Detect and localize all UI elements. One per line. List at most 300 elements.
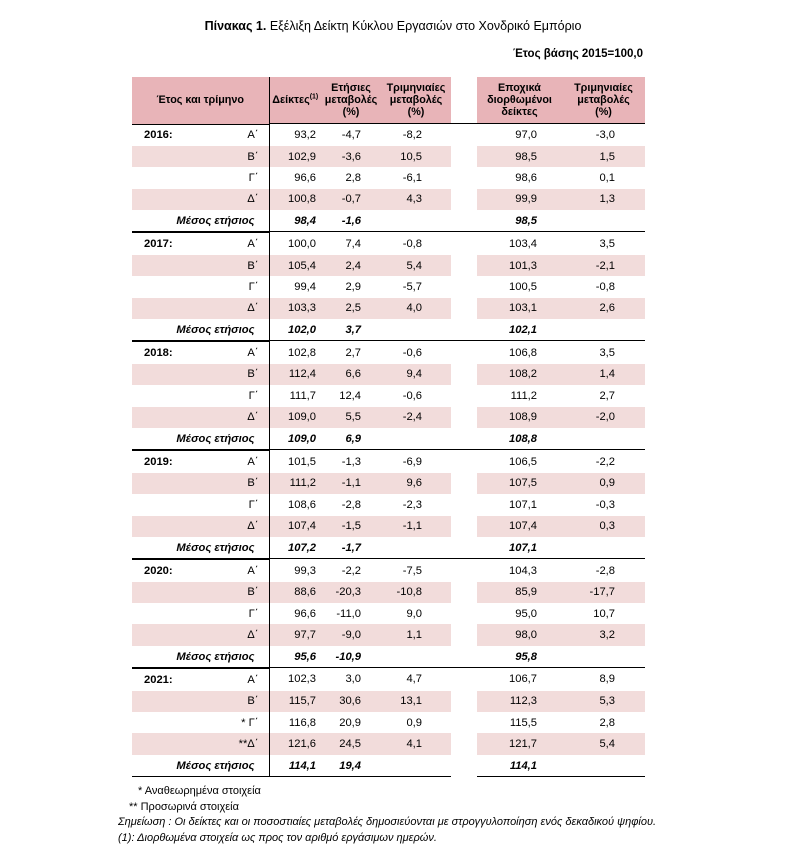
index-cell: 108,6 [269,494,321,515]
year-label: 2021: [144,673,173,686]
quarter-label: Δ΄ [247,193,259,206]
note-rounding: Σημείωση : Οι δείκτες και οι ποσοστιαίες μεταβολές δημοσιεύονται με στρογγυλοποίηση ενός δεκαδικού ψηφίου. [118,816,657,828]
quarterly-change-cell: -0,8 [381,232,451,255]
quarterly-change-cell: 9,6 [381,473,451,494]
annual-change-cell: -2,2 [321,559,381,582]
gap-cell [451,407,477,428]
sa-quarterly-change-cell: 1,5 [562,146,645,167]
avg-seasonal-index-cell: 95,8 [477,646,562,668]
gap-cell [451,450,477,473]
table-row [132,712,645,733]
avg-sa-change-cell [562,428,645,450]
period-cell [132,124,269,146]
header-line: (%) [595,106,612,118]
seasonal-index-cell: 107,5 [477,473,562,494]
annual-change-cell: -2,8 [341,498,361,511]
quarterly-change-cell: -2,4 [381,407,451,428]
seasonal-index-cell: 100,5 [509,280,537,293]
note-footnote: (1): Διορθωμένα στοιχεία ως προς τον αριθμό εργάσιμων ημερών. [118,831,437,844]
period-cell [132,385,269,406]
avg-seasonal-index-cell: 108,8 [477,428,562,450]
sa-quarterly-change-cell: -2,8 [562,559,645,582]
header-index [269,77,321,124]
period-cell [132,582,269,603]
table-row [132,124,645,146]
gap-cell [451,668,477,691]
notes [118,784,656,846]
sa-quarterly-change-cell: 5,3 [562,691,645,712]
annual-change-cell: -20,3 [321,582,381,603]
quarter-label: Δ΄ [247,629,259,642]
annual-average-row [132,428,645,450]
gap-cell [451,319,477,341]
index-cell: 99,4 [269,276,321,297]
annual-average-label: Μέσος ετήσιος [132,537,269,559]
note-provisional: ** Προσωρινά στοιχεία [129,800,239,813]
index-cell: 111,2 [269,473,321,494]
annual-change-cell: 24,5 [321,733,381,754]
header-seasonal-index [477,77,562,124]
annual-change-cell: -9,0 [321,624,381,645]
index-cell: 121,6 [269,733,321,754]
index-cell: 103,3 [269,298,321,319]
quarter-label: Γ΄ [248,498,259,511]
sa-quarterly-change-cell: -17,7 [562,582,645,603]
annual-average-row [132,537,645,559]
quarterly-change-cell: 9,4 [381,364,451,385]
period-cell [132,516,269,537]
table-row [132,385,645,406]
header-line: διορθωμένοι [487,94,552,106]
quarterly-change-cell: 9,0 [406,607,422,620]
quarterly-change-cell: -7,5 [381,559,451,582]
sa-quarterly-change-cell: -0,3 [595,498,615,511]
sa-quarterly-change-cell: -3,0 [562,124,645,146]
gap-cell [451,712,477,733]
index-cell: 115,7 [269,691,321,712]
seasonal-index-cell: 106,5 [477,450,562,473]
seasonal-index-cell: 103,1 [477,298,562,319]
table-row [132,364,645,385]
index-cell: 101,5 [269,450,321,473]
seasonal-index-cell: 107,1 [509,498,537,511]
annual-average-row [132,755,645,777]
quarter-label: Δ΄ [247,411,259,424]
year-label: 2017: [144,238,173,251]
period-cell [132,255,269,276]
period-cell [132,167,269,188]
avg-sa-change-cell [562,319,645,341]
turnover-index-table [132,77,645,777]
table-number: Πίνακας 1. [204,19,267,33]
table-row [132,582,645,603]
quarterly-change-cell: 5,4 [381,255,451,276]
avg-sa-change-cell [562,537,645,559]
quarterly-change-cell: -5,7 [402,280,422,293]
seasonal-index-cell: 106,7 [477,668,562,691]
quarterly-change-cell: -0,6 [402,389,422,402]
sa-quarterly-change-cell: 2,6 [562,298,645,319]
header-line: Τριμηνιαίες [574,82,633,94]
gap-cell [451,537,477,559]
gap-cell [451,124,477,146]
index-cell: 93,2 [269,124,321,146]
annual-average-row [132,319,645,341]
quarterly-change-cell: 4,3 [381,189,451,210]
header-annual-change [321,77,381,124]
index-cell: 100,0 [269,232,321,255]
avg-index-cell: 98,4 [269,210,321,232]
index-cell: 99,3 [269,559,321,582]
quarter-label: Γ΄ [248,607,259,620]
avg-sa-change-cell [562,210,645,232]
gap-cell [451,755,477,777]
avg-sa-change-cell [562,646,645,668]
index-cell: 109,0 [269,407,321,428]
header-index-label: Δείκτες [272,94,310,106]
sa-quarterly-change-cell: 2,7 [599,389,615,402]
avg-index-cell: 102,0 [269,319,321,341]
seasonal-index-cell: 98,0 [477,624,562,645]
gap-cell [451,146,477,167]
index-cell: 107,4 [269,516,321,537]
index-cell: 102,3 [269,668,321,691]
year-label: 2020: [144,565,173,577]
header-gap [451,77,477,124]
annual-change-cell: 2,9 [345,280,361,293]
table-row [132,341,645,364]
period-cell [132,603,269,624]
annual-average-label: Μέσος ετήσιος [132,755,269,777]
table-row [132,516,645,537]
gap-cell [451,494,477,515]
avg-seasonal-index-cell: 114,1 [477,755,562,777]
annual-change-cell: -1,5 [321,516,381,537]
gap-cell [451,210,477,232]
table-row [132,167,645,188]
index-cell: 116,8 [269,712,321,733]
index-cell: 100,8 [269,189,321,210]
quarterly-change-cell: -6,9 [381,450,451,473]
year-label: 2016: [144,129,173,142]
seasonal-index-cell: 108,9 [477,407,562,428]
avg-seasonal-index-cell: 102,1 [477,319,562,341]
quarter-label: Α΄ [247,238,259,251]
gap-cell [451,691,477,712]
table-row [132,603,645,624]
avg-seasonal-index-cell: 107,1 [477,537,562,559]
sa-quarterly-change-cell: 1,3 [562,189,645,210]
period-cell [132,559,269,581]
annual-change-cell: -3,6 [321,146,381,167]
header-sa-quarterly-change [562,77,645,124]
index-cell: 111,7 [269,385,321,406]
table-row [132,668,645,691]
table-title-text: Εξέλιξη Δείκτη Κύκλου Εργασιών στο Χονδρικό Εμπόριο [269,19,582,33]
avg-annual-change-cell: 6,9 [321,428,381,450]
quarterly-change-cell: 4,7 [381,668,451,691]
seasonal-index-cell: 103,4 [477,232,562,255]
period-cell [132,691,269,712]
annual-change-cell: 2,4 [321,255,381,276]
quarterly-change-cell: -6,1 [402,171,422,184]
sa-quarterly-change-cell: 2,8 [599,716,615,729]
gap-cell [451,473,477,494]
index-cell: 102,8 [269,341,321,364]
annual-change-cell: 20,9 [339,716,361,729]
annual-change-cell: 7,4 [321,232,381,255]
index-cell: 96,6 [269,603,321,624]
quarter-label: Α΄ [247,129,259,142]
quarter-label: Β΄ [247,477,259,490]
sa-quarterly-change-cell: 3,5 [562,232,645,255]
seasonal-index-cell: 111,2 [510,389,537,402]
period-cell [132,407,269,428]
sa-quarterly-change-cell: 0,1 [599,171,615,184]
table-row [132,624,645,645]
quarterly-change-cell: -2,3 [402,498,422,511]
annual-change-cell: 2,7 [321,341,381,364]
annual-change-cell: -11,0 [336,607,361,620]
period-cell [132,473,269,494]
quarter-label: Γ΄ [248,280,259,293]
period-cell [132,276,269,297]
gap-cell [451,364,477,385]
header-line: (%) [342,106,360,118]
annual-change-cell: 30,6 [321,691,381,712]
seasonal-index-cell: 121,7 [477,733,562,754]
quarter-label: Δ΄ [247,520,259,533]
annual-change-cell: -1,3 [321,450,381,473]
table-row [132,232,645,255]
gap-cell [451,733,477,754]
quarter-label: **Δ΄ [238,738,259,751]
annual-change-cell: 2,5 [321,298,381,319]
header-quarterly-change [381,77,451,124]
period-cell [132,624,269,645]
gap-cell [451,646,477,668]
avg-seasonal-index-cell: 98,5 [477,210,562,232]
gap-cell [451,428,477,450]
avg-quarterly-change-cell [381,210,451,232]
gap-cell [451,189,477,210]
gap-cell [451,624,477,645]
period-cell [132,298,269,319]
gap-cell [451,255,477,276]
table-row [132,276,645,297]
seasonal-index-cell: 112,3 [477,691,562,712]
seasonal-index-cell: 107,4 [477,516,562,537]
seasonal-index-cell: 85,9 [477,582,562,603]
period-cell [132,189,269,210]
annual-change-cell: -0,7 [321,189,381,210]
table-row [132,146,645,167]
quarter-label: * Γ΄ [241,716,259,729]
base-year-label: Έτος βάσης 2015=100,0 [512,48,643,60]
annual-average-label: Μέσος ετήσιος [132,319,269,341]
seasonal-index-cell: 106,8 [477,341,562,364]
index-cell: 96,6 [269,167,321,188]
gap-cell [451,276,477,297]
quarterly-change-cell: 10,5 [381,146,451,167]
annual-average-row [132,646,645,668]
gap-cell [451,559,477,582]
table-row [132,298,645,319]
quarter-label: Α΄ [247,456,259,469]
sa-quarterly-change-cell: 3,2 [562,624,645,645]
quarter-label: Β΄ [247,150,259,163]
seasonal-index-cell: 98,5 [477,146,562,167]
table-body [132,124,645,777]
sa-quarterly-change-cell: 10,7 [593,607,615,620]
quarterly-change-cell: 4,1 [381,733,451,754]
gap-cell [451,298,477,319]
quarterly-change-cell: -8,2 [381,124,451,146]
seasonal-index-cell: 108,2 [477,364,562,385]
header-period: Έτος και τρίμηνο [132,77,269,124]
sa-quarterly-change-cell: -2,0 [562,407,645,428]
annual-change-cell: 2,8 [345,171,361,184]
avg-quarterly-change-cell [381,646,451,668]
sa-quarterly-change-cell: 5,4 [562,733,645,754]
avg-annual-change-cell: 19,4 [321,755,381,777]
quarterly-change-cell: -10,8 [381,582,451,603]
gap-cell [451,232,477,255]
period-cell [132,494,269,515]
annual-change-cell: 3,0 [321,668,381,691]
avg-annual-change-cell: -10,9 [321,646,381,668]
seasonal-index-cell: 99,9 [477,189,562,210]
period-cell [132,668,269,690]
avg-annual-change-cell: -1,6 [321,210,381,232]
header-row [132,77,645,124]
index-cell: 88,6 [269,582,321,603]
period-cell [132,341,269,363]
avg-quarterly-change-cell [381,319,451,341]
seasonal-index-cell: 115,5 [509,716,537,729]
quarterly-change-cell: -1,1 [381,516,451,537]
table-row [132,691,645,712]
quarter-label: Β΄ [247,695,259,708]
seasonal-index-cell: 97,0 [477,124,562,146]
quarter-label: Γ΄ [248,389,259,402]
table-row [132,494,645,515]
gap-cell [451,582,477,603]
sa-quarterly-change-cell: -2,1 [562,255,645,276]
gap-cell [451,385,477,406]
period-cell [132,733,269,754]
header-line: Ετήσιες [331,82,371,94]
seasonal-index-cell: 95,0 [515,607,537,620]
period-cell [132,450,269,472]
period-cell [132,146,269,167]
quarterly-change-cell: 0,9 [406,716,422,729]
avg-quarterly-change-cell [381,428,451,450]
gap-cell [451,516,477,537]
annual-change-cell: 5,5 [321,407,381,428]
sa-quarterly-change-cell: 8,9 [562,668,645,691]
avg-annual-change-cell: -1,7 [321,537,381,559]
year-label: 2019: [144,456,173,469]
header-line: μεταβολές [324,94,378,106]
quarter-label: Β΄ [247,368,259,381]
footnote-marker: (1) [309,93,319,101]
table-row [132,255,645,276]
table-title [0,19,786,33]
annual-average-label: Μέσος ετήσιος [132,646,269,668]
header-line: δείκτες [501,106,538,118]
quarter-label: Α΄ [247,673,259,686]
seasonal-index-cell: 98,6 [515,171,537,184]
table-row [132,733,645,754]
avg-index-cell: 107,2 [269,537,321,559]
index-cell: 97,7 [269,624,321,645]
table-row [132,559,645,582]
index-cell: 105,4 [269,255,321,276]
annual-change-cell: -1,1 [321,473,381,494]
avg-sa-change-cell [562,755,645,777]
annual-average-row [132,210,645,232]
header-line: Εποχικά [498,82,541,94]
period-cell [132,364,269,385]
table-row [132,407,645,428]
quarterly-change-cell: 4,0 [381,298,451,319]
seasonal-index-cell: 101,3 [477,255,562,276]
table-row [132,189,645,210]
quarter-label: Δ΄ [247,302,259,315]
sa-quarterly-change-cell: 0,3 [562,516,645,537]
note-revised: * Αναθεωρημένα στοιχεία [138,785,261,797]
avg-index-cell: 109,0 [269,428,321,450]
header-line: μεταβολές [389,94,443,106]
gap-cell [451,341,477,364]
table-row [132,473,645,494]
annual-change-cell: 6,6 [321,364,381,385]
quarterly-change-cell: 1,1 [381,624,451,645]
annual-average-label: Μέσος ετήσιος [132,210,269,232]
sa-quarterly-change-cell: -2,2 [562,450,645,473]
index-cell: 102,9 [269,146,321,167]
seasonal-index-cell: 104,3 [477,559,562,582]
sa-quarterly-change-cell: 0,9 [562,473,645,494]
period-cell [132,232,269,254]
year-label: 2018: [144,347,173,360]
quarter-label: Β΄ [247,259,259,272]
quarter-label: Α΄ [247,565,259,577]
annual-change-cell: -4,7 [321,124,381,146]
sa-quarterly-change-cell: -0,8 [595,280,615,293]
header-line: Τριμηνιαίες [386,82,446,94]
gap-cell [451,603,477,624]
quarter-label: Γ΄ [248,171,259,184]
annual-average-label: Μέσος ετήσιος [132,428,269,450]
quarterly-change-cell: 13,1 [381,691,451,712]
gap-cell [451,167,477,188]
avg-quarterly-change-cell [381,755,451,777]
quarter-label: Α΄ [247,347,259,360]
avg-index-cell: 114,1 [269,755,321,777]
header-line: (%) [407,106,425,118]
quarterly-change-cell: -0,6 [381,341,451,364]
quarter-label: Β΄ [247,586,259,599]
sa-quarterly-change-cell: 1,4 [562,364,645,385]
period-cell [132,712,269,733]
sa-quarterly-change-cell: 3,5 [562,341,645,364]
avg-annual-change-cell: 3,7 [321,319,381,341]
index-cell: 112,4 [269,364,321,385]
avg-index-cell: 95,6 [269,646,321,668]
avg-quarterly-change-cell [381,537,451,559]
